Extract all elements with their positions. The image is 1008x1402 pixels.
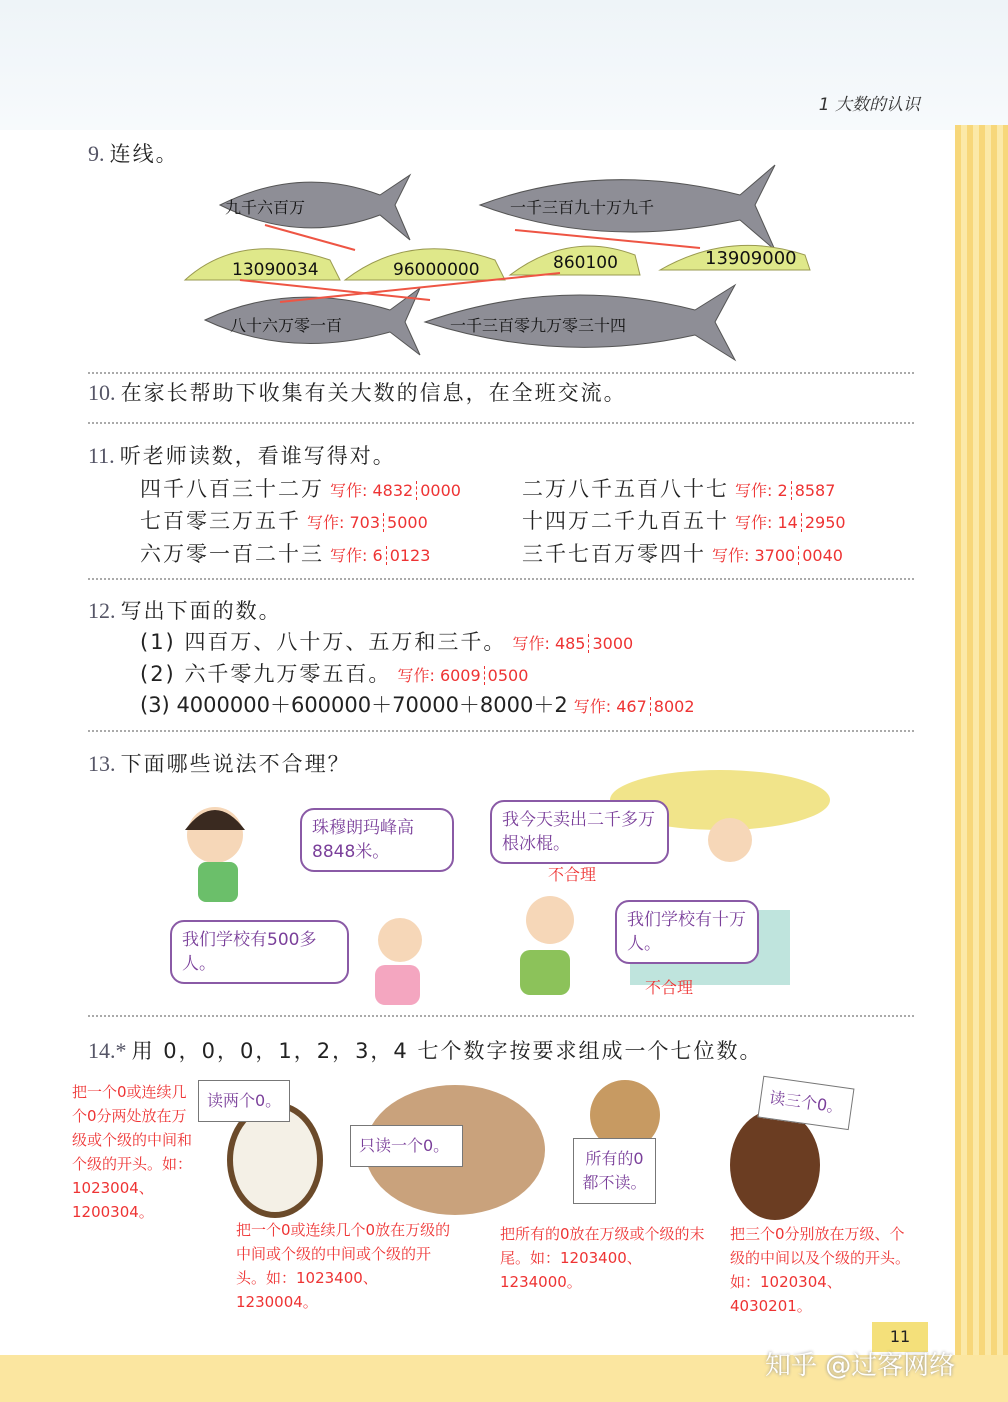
- speech-bubble: 珠穆朗玛峰高8848米。: [300, 808, 454, 872]
- hint-note: 把一个0或连续几个0分两处放在万级或个级的中间和个级的开头。如：1023004、1200304。: [72, 1083, 193, 1221]
- fish-label: 九千六百万: [225, 198, 306, 217]
- watermark: 知乎 @过客网络: [765, 1351, 956, 1381]
- q12-heading: 12. 写出下面的数。: [88, 598, 282, 623]
- hint-note: 把三个0分别放在万级、个级的中间以及个级的开头。如：1020304、4030201。: [730, 1225, 911, 1315]
- animals-illustration: [195, 1075, 835, 1225]
- q12-item: (2) 六千零九万零五百。 写作: 6009 0500: [140, 662, 529, 686]
- fish-label: 一千三百九十万九千: [510, 198, 655, 217]
- fish-label: 一千三百零九万零三十四: [450, 316, 627, 335]
- q11-item: 七百零三万五千 写作: 703 5000: [140, 509, 428, 533]
- hint-note: 把一个0或连续几个0放在万级的中间或个级的中间或个级的开头。如：1023400、1230004。: [236, 1221, 451, 1311]
- monkey: [730, 1110, 820, 1220]
- worm-label: 13909000: [705, 248, 797, 269]
- worm-label: 13090034: [232, 260, 319, 280]
- sign: 只读一个0。: [350, 1125, 463, 1167]
- q9-heading: 9. 连线。: [88, 141, 179, 166]
- q10-heading: 10. 在家长帮助下收集有关大数的信息，在全班交流。: [88, 380, 627, 405]
- unreasonable-mark: 不合理: [645, 978, 694, 997]
- divider: [88, 422, 914, 424]
- boy2-figure: [526, 896, 574, 944]
- sign: 所有的0都不读。: [573, 1138, 656, 1204]
- divider: [88, 578, 914, 580]
- q11-item: 二万八千五百八十七 写作: 2 8587: [522, 477, 836, 501]
- worm-label: 96000000: [393, 260, 480, 280]
- q12-item: (3) 4000000＋600000＋70000＋8000＋2 写作: 467 8002: [140, 693, 695, 717]
- sign: 读三个0。: [758, 1076, 855, 1130]
- speech-bubble: 我今天卖出二千多万根冰棍。: [490, 800, 669, 864]
- girl-figure: [378, 918, 422, 962]
- q12-item: (1) 四百万、八十万、五万和三千。 写作: 485 3000: [140, 630, 634, 654]
- q11-item: 十四万二千九百五十 写作: 14 2950: [522, 509, 846, 533]
- match-line: [265, 225, 355, 250]
- sign: 读两个0。: [198, 1080, 290, 1122]
- speech-bubble: 我们学校有十万人。: [615, 900, 759, 964]
- divider: [88, 372, 914, 374]
- page-number: 11: [872, 1322, 928, 1352]
- q11-heading: 11. 听老师读数，看谁写得对。: [88, 443, 396, 468]
- divider: [88, 730, 914, 732]
- q13-heading: 13. 下面哪些说法不合理？: [88, 751, 351, 776]
- chapter-header: 1 大数的认识: [818, 95, 920, 115]
- q11-item: 三千七百万零四十 写作: 3700 0040: [522, 542, 843, 566]
- match-line: [515, 230, 700, 248]
- q11-item: 六万零一百二十三 写作: 6 0123: [140, 542, 431, 566]
- q14-heading: 14.* 用 0，0，0，1，2，3，4 七个数字按要求组成一个七位数。: [88, 1038, 763, 1063]
- unreasonable-mark: 不合理: [548, 865, 597, 884]
- speech-bubble: 我们学校有500多人。: [170, 920, 349, 984]
- hint-note: 把所有的0放在万级或个级的末尾。如：1203400、1234000。: [500, 1225, 705, 1291]
- fish-label: 八十六万零一百: [230, 316, 343, 335]
- q11-item: 四千八百三十二万 写作: 4832 0000: [140, 477, 461, 501]
- divider: [88, 1015, 914, 1017]
- worm-label: 860100: [553, 253, 618, 273]
- page-edge-decoration: [955, 125, 1008, 1402]
